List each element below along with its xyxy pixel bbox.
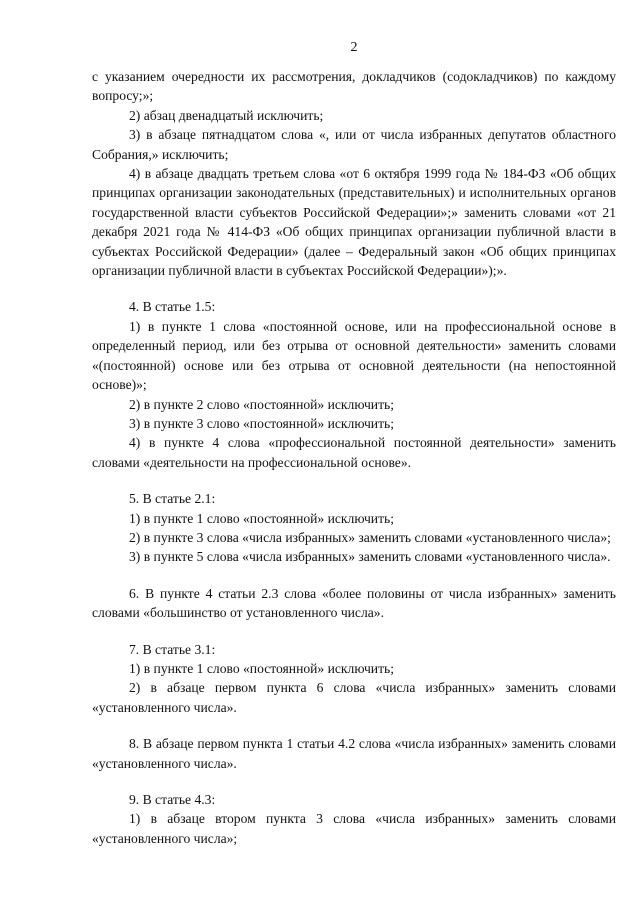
paragraph: 6. В пункте 4 статьи 2.3 слова «более половины от числа избранных» заменить словами «большинство от установленного числа». [92, 585, 616, 621]
paragraph: 3) в пункте 3 слово «постоянной» исключить; [129, 415, 394, 431]
paragraph: 9. В статье 4.3: [129, 792, 216, 807]
paragraph: 1) в абзаце втором пункта 3 слова «числа избранных» заменить словами «установленного числа»; [92, 811, 616, 846]
paragraph: 3) в пункте 5 слова «числа избранных» заменить словами «установленного числа». [129, 549, 611, 565]
paragraph: 8. В абзаце первом пункта 1 статьи 4.2 слова «числа избранных» заменить словами «установленного числа». [92, 736, 616, 771]
document-page [92, 40, 616, 848]
page-number: 2 [350, 40, 358, 55]
paragraph: 4) в абзаце двадцать третьем слова «от 6 октября 1999 года № 184-ФЗ «Об общих принципах организации законодательных (представительных) и исполнительных органов государственной власти субъектов Российской Федерации»;» заменить словами «от 21 декабря 2021 года № 414-ФЗ «Об общих принципах организации публичной власти в субъектах Российской Федерации» (далее – Федеральный закон «Об общих принципах организации публичной власти в субъектах Российской Федерации»);». [92, 166, 616, 279]
paragraph: 7. В статье 3.1: [129, 641, 216, 657]
paragraph: 5. В статье 2.1: [129, 491, 216, 507]
paragraph: 1) в пункте 1 слово «постоянной» исключить; [129, 510, 394, 526]
paragraph: 1) в пункте 1 слово «постоянной» исключить; [129, 660, 394, 676]
paragraph: 2) в пункте 2 слово «постоянной» исключить; [129, 396, 394, 412]
paragraph: 4. В статье 1.5: [129, 299, 216, 315]
paragraph: 2) в абзаце первом пункта 6 слова «числа избранных» заменить словами «установленного числа». [92, 680, 616, 715]
paragraph: 2) абзац двенадцатый исключить; [129, 107, 324, 123]
paragraph: 1) в пункте 1 слова «постоянной основе, или на профессиональной основе в определенный период, или без отрыва от основной деятельности» заменить словами «(постоянной) основе или без отрыва от основной деятельности (на непостоянной основе)»; [92, 318, 616, 393]
paragraph: с указанием очередности их рассмотрения, докладчиков (содокладчиков) по каждому вопросу;»; [92, 69, 616, 104]
paragraph: 2) в пункте 3 слова «числа избранных» заменить словами «установленного числа»; [129, 529, 611, 545]
paragraph: 4) в пункте 4 слова «профессиональной постоянной деятельности» заменить словами «деятельности на профессиональной основе». [92, 435, 616, 470]
document-body [92, 67, 616, 848]
paragraph: 3) в абзаце пятнадцатом слова «, или от числа избранных депутатов областного Собрания,» исключить; [92, 127, 616, 162]
